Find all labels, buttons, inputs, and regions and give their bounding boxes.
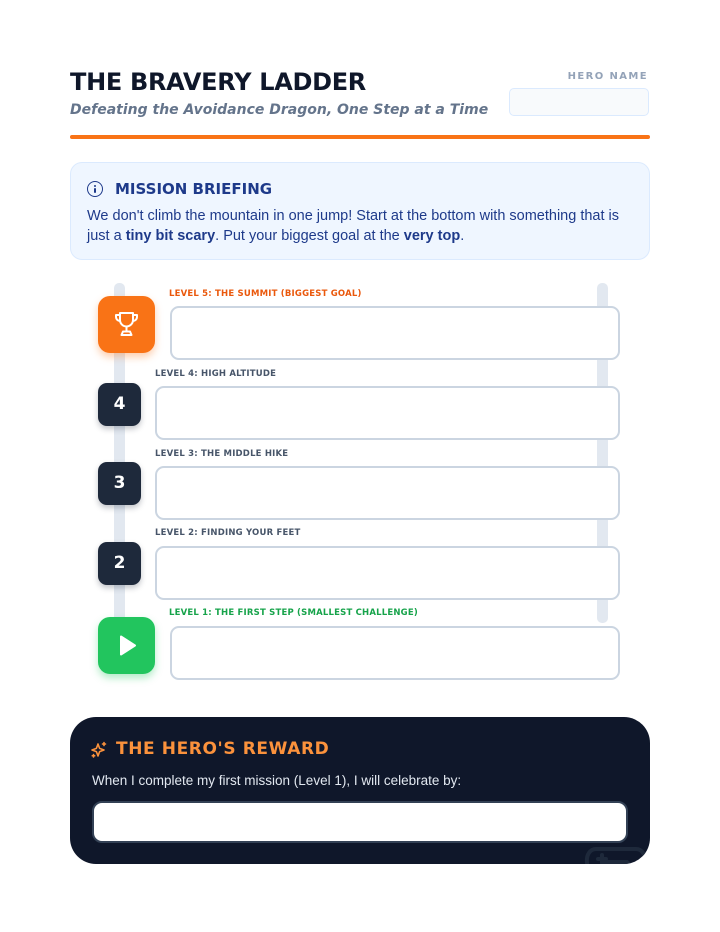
hero-name-label: HERO NAME [567,71,648,82]
play-icon [98,617,155,674]
info-icon [87,181,103,197]
reward-prompt: When I complete my first mission (Level 1), I will celebrate by: [92,773,462,788]
emphasis-tiny-bit-scary: tiny bit scary [125,228,216,244]
mission-briefing-title: MISSION BRIEFING [115,180,273,198]
header-divider [70,135,650,139]
page-subtitle: Defeating the Avoidance Dragon, One Step at a Time [70,102,489,118]
level-5-input[interactable] [170,306,620,360]
level-3-badge: 3 [98,462,141,505]
level-2-label: LEVEL 2: FINDING YOUR FEET [155,528,301,538]
level-2-input[interactable] [155,546,620,600]
level-5-badge [98,296,155,353]
heros-reward-panel [70,717,650,864]
page-title: THE BRAVERY LADDER [70,68,366,96]
level-4-badge: 4 [98,383,141,426]
trophy-icon [98,296,155,353]
level-1-input[interactable] [170,626,620,680]
heros-reward-title: THE HERO'S REWARD [116,739,330,759]
sparkle-icon [90,741,108,759]
level-3-input[interactable] [155,466,620,520]
level-1-badge [98,617,155,674]
level-2-badge: 2 [98,542,141,585]
mission-briefing-text: We don't climb the mountain in one jump! Start at the bottom with something that is just a tiny bit scary. Put your biggest goal at the very top. [87,208,620,244]
emphasis-very-top: very top [403,228,461,244]
level-1-label: LEVEL 1: THE FIRST STEP (SMALLEST CHALLENGE) [169,608,418,618]
level-4-input[interactable] [155,386,620,440]
reward-input[interactable] [92,801,628,843]
hero-name-field[interactable] [509,88,649,116]
level-3-label: LEVEL 3: THE MIDDLE HIKE [155,449,289,459]
level-4-label: LEVEL 4: HIGH ALTITUDE [155,369,277,379]
mission-briefing-panel [70,162,650,260]
game-controller-icon [582,809,650,864]
level-5-label: LEVEL 5: THE SUMMIT (BIGGEST GOAL) [169,289,362,299]
